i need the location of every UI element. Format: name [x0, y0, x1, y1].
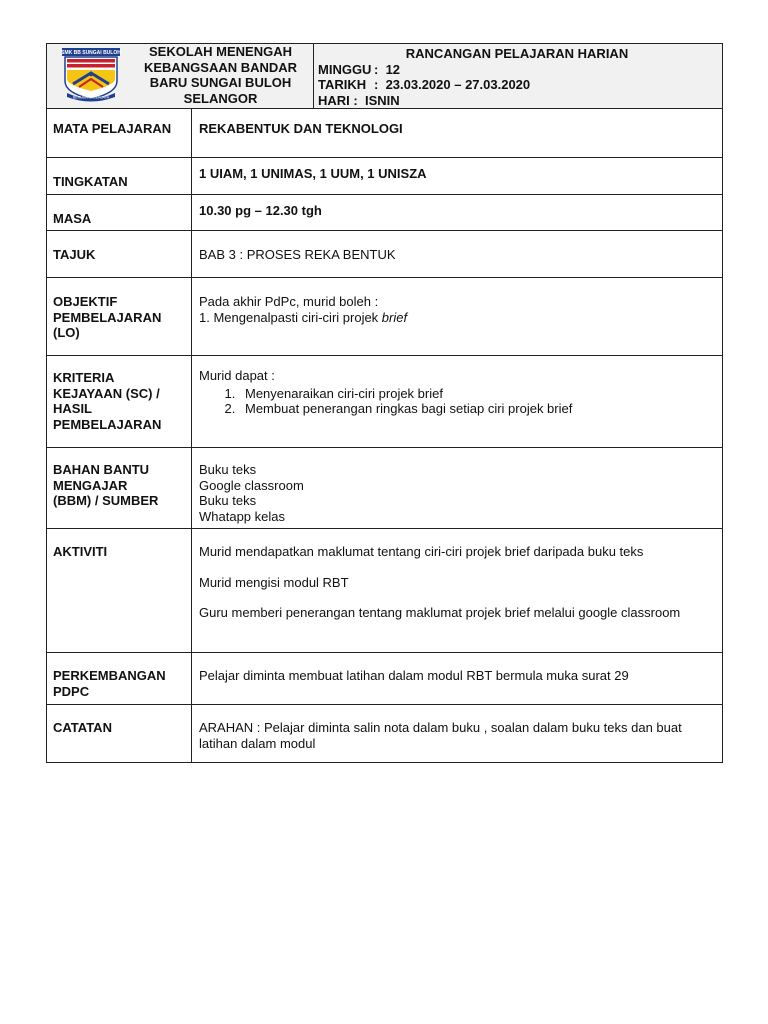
objective-label-line: OBJEKTIF [53, 294, 118, 309]
activity-value [192, 529, 723, 653]
date-row [318, 77, 716, 93]
materials-row [47, 448, 723, 529]
notes-value: ARAHAN : Pelajar diminta salin nota dalam buku , soalan dalam buku teks dan buat latihan dalam modul [192, 705, 723, 763]
school-crest-icon [61, 47, 121, 103]
date-colon: : [374, 77, 386, 92]
time-label: MASA [47, 194, 192, 231]
criteria-value [192, 356, 723, 448]
time-value: 10.30 pg – 12.30 tgh [192, 194, 723, 231]
criteria-label-line: KEJAYAAN (SC) / [53, 385, 160, 401]
objective-intro: Pada akhir PdPc, murid boleh : [199, 294, 379, 309]
form-value: 1 UIAM, 1 UNIMAS, 1 UUM, 1 UNISZA [192, 158, 723, 195]
week-value: 12 [385, 61, 401, 77]
school-line: KEBANGSAAN BANDAR [143, 59, 298, 75]
plan-meta-cell [314, 44, 723, 109]
objective-item [199, 310, 716, 326]
lesson-plan-table [46, 43, 723, 763]
objective-item-text: 1. Mengenalpasti ciri-ciri projek [199, 309, 382, 325]
objective-label-line: PEMBELAJARAN [53, 309, 162, 325]
activity-paragraph: Murid mendapatkan maklumat tentang ciri-ciri projek brief daripada buku teks [199, 544, 644, 559]
day-label: HARI [318, 92, 350, 108]
progress-label [47, 653, 192, 705]
topic-label: TAJUK [47, 231, 192, 278]
school-cell [47, 44, 314, 109]
objective-label [47, 278, 192, 356]
criteria-list [199, 386, 716, 417]
criteria-label [47, 356, 192, 448]
progress-label-line: PERKEMBANGAN [53, 668, 166, 683]
plan-title: RANCANGAN PELAJARAN HARIAN [405, 46, 629, 61]
notes-label: CATATAN [47, 705, 192, 763]
date-label: TARIKH [318, 77, 367, 92]
notes-row [47, 705, 723, 763]
week-row [318, 62, 716, 78]
objective-label-line: (LO) [53, 325, 80, 340]
topic-row [47, 231, 723, 278]
materials-label [47, 448, 192, 529]
day-row [318, 93, 716, 109]
activity-paragraph: Guru memberi penerangan tentang maklumat projek brief melalui google classroom [199, 605, 681, 620]
progress-value: Pelajar diminta membuat latihan dalam modul RBT bermula muka surat 29 [192, 653, 723, 705]
header-row [47, 44, 723, 109]
materials-item: Whatapp kelas [199, 508, 285, 524]
criteria-label-line: KRITERIA [53, 370, 115, 385]
progress-row [47, 653, 723, 705]
activity-paragraph: Murid mengisi modul RBT [199, 574, 349, 590]
materials-item: Buku teks [199, 493, 257, 508]
progress-label-line: PDPC [53, 683, 90, 699]
subject-row [47, 109, 723, 158]
week-colon: : [374, 61, 386, 77]
school-line: SELANGOR [183, 90, 258, 106]
criteria-intro: Murid dapat : [199, 368, 275, 383]
materials-label-line: BAHAN BANTU [53, 462, 150, 477]
logo-top-text: SMK BB SUNGAI BULOH [61, 50, 121, 56]
activity-label: AKTIVITI [47, 529, 192, 653]
school-line: SEKOLAH MENENGAH [148, 44, 292, 59]
day-value: ISNIN [364, 92, 400, 108]
objective-item-emphasis: brief [381, 309, 408, 325]
criteria-item: 1. Menyenaraikan ciri-ciri projek brief [239, 386, 716, 402]
date-value: 23.03.2020 – 27.03.2020 [385, 77, 531, 92]
criteria-row [47, 356, 723, 448]
materials-label-line: (BBM) / SUMBER [53, 493, 159, 508]
subject-value: REKABENTUK DAN TEKNOLOGI [192, 109, 723, 158]
form-label: TINGKATAN [47, 158, 192, 195]
criteria-item: 2. Membuat penerangan ringkas bagi setiap ciri projek brief [239, 401, 716, 417]
form-row [47, 158, 723, 195]
criteria-label-line: HASIL [53, 401, 92, 416]
materials-item: Google classroom [199, 477, 304, 493]
activity-row [47, 529, 723, 653]
objective-value [192, 278, 723, 356]
school-line: BARU SUNGAI BULOH [149, 75, 292, 90]
school-name [129, 44, 312, 106]
time-row [47, 194, 723, 231]
topic-value: BAB 3 : PROSES REKA BENTUK [192, 231, 723, 278]
materials-item: Buku teks [199, 462, 257, 477]
subject-label: MATA PELAJARAN [47, 109, 192, 158]
materials-value [192, 448, 723, 529]
logo-motto: BERUSAHA BERJAYA [72, 95, 110, 100]
materials-label-line: MENGAJAR [53, 477, 128, 493]
day-colon: : [349, 92, 365, 108]
week-label: MINGGU [318, 61, 372, 77]
criteria-label-line: PEMBELAJARAN [53, 416, 162, 432]
objective-row [47, 278, 723, 356]
